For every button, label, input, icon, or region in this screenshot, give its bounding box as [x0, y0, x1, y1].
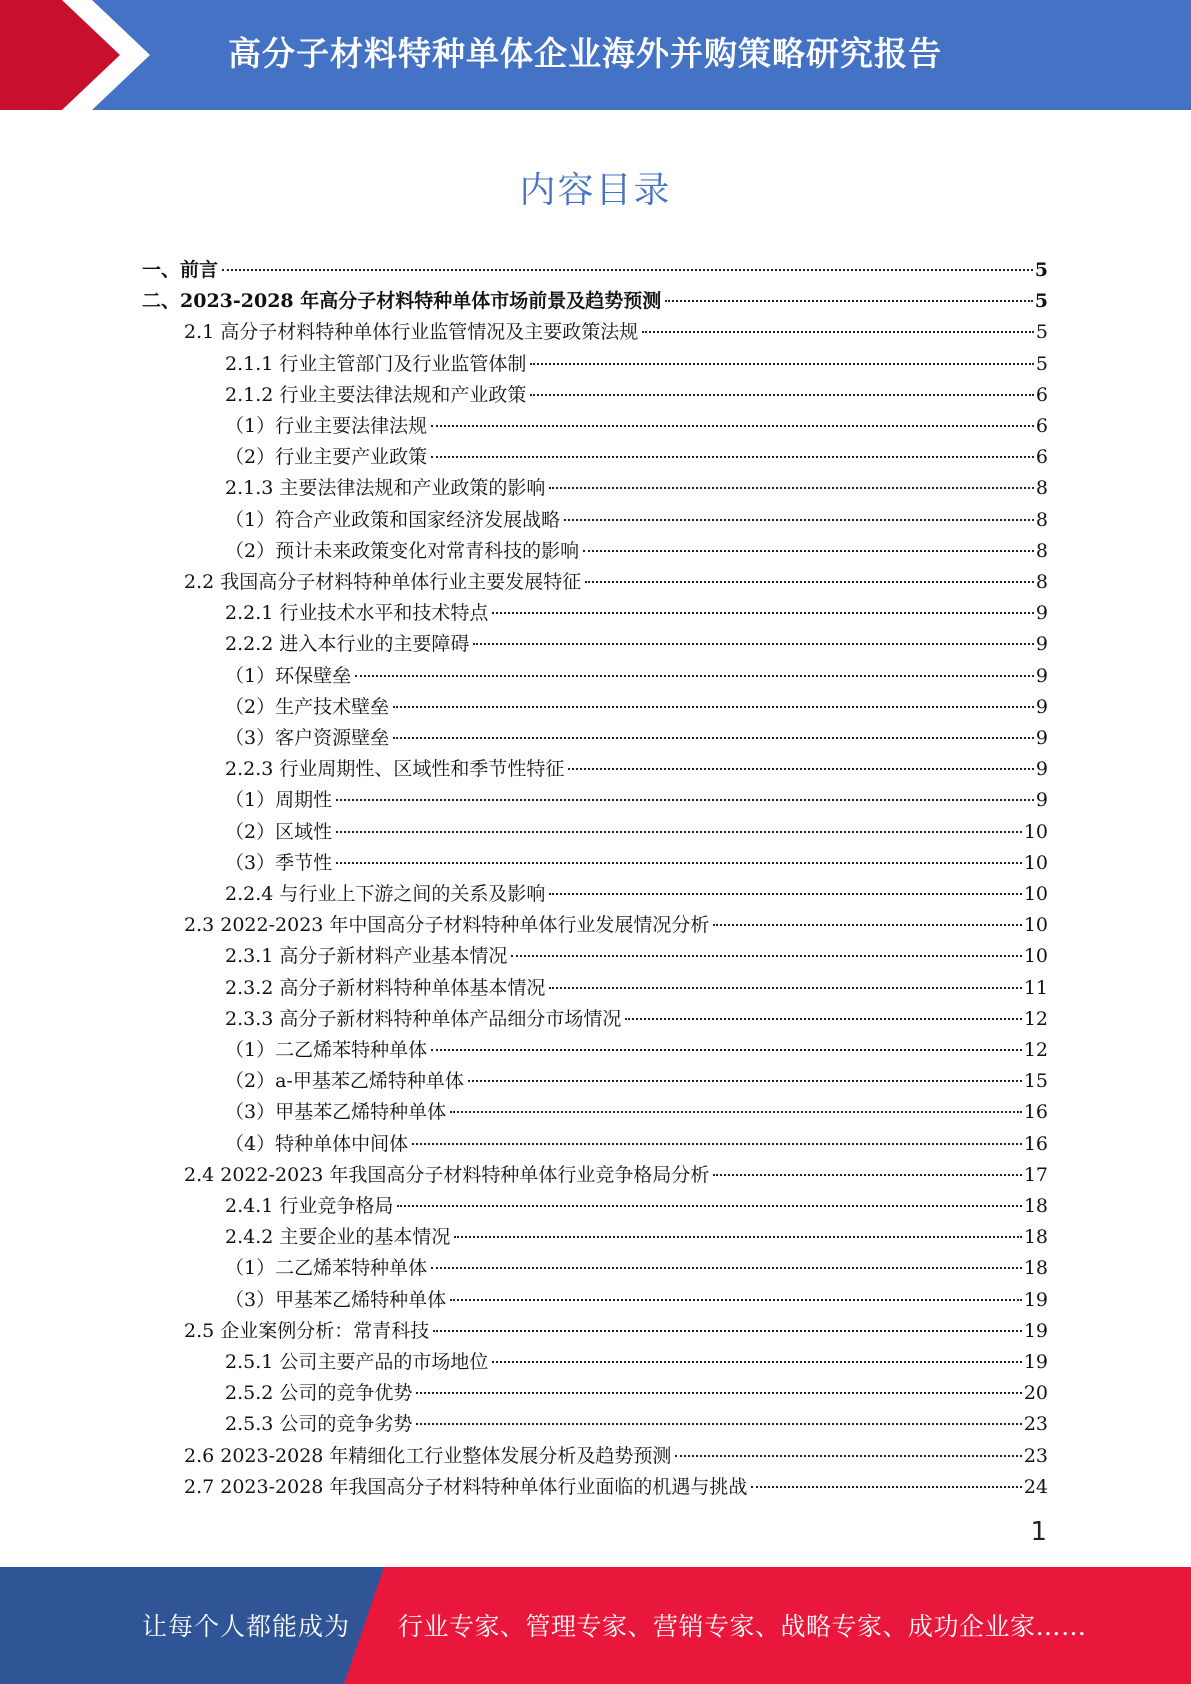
toc-dot-leader: [222, 269, 1033, 271]
toc-entry[interactable]: [184, 317, 1048, 348]
toc-dot-leader: [473, 643, 1034, 645]
toc-entry-label: （1）周期性: [225, 789, 333, 812]
toc-entry-page: 6: [1035, 446, 1048, 469]
toc-entry-label: （4）特种单体中间体: [225, 1132, 409, 1155]
toc-entry-page: 8: [1035, 508, 1048, 531]
toc-entry[interactable]: [225, 598, 1048, 629]
toc-entry-page: 10: [1023, 883, 1048, 905]
toc-dot-leader: [431, 425, 1034, 427]
toc-entry-page: 10: [1023, 851, 1048, 874]
toc-entry-page: 24: [1023, 1475, 1048, 1498]
toc-entry-page: 9: [1035, 789, 1048, 812]
toc-entry-page: 16: [1023, 1132, 1048, 1155]
toc-entry[interactable]: [225, 785, 1048, 816]
toc-entry[interactable]: [184, 910, 1048, 941]
toc-entry-page: 10: [1023, 914, 1048, 937]
toc-entry[interactable]: [225, 1253, 1048, 1284]
toc-entry-label: （3）甲基苯乙烯特种单体: [225, 1101, 447, 1124]
toc-dot-leader: [431, 1049, 1022, 1051]
toc-dot-leader: [492, 1361, 1021, 1363]
toc-entry-label: 2.2.2 进入本行业的主要障碍: [225, 633, 470, 656]
toc-dot-leader: [393, 706, 1034, 708]
toc-entry-page: 12: [1023, 1039, 1048, 1061]
toc-entry-label: 2.1.3 主要法律法规和产业政策的影响: [225, 477, 546, 500]
toc-dot-leader: [393, 737, 1034, 739]
toc-dot-leader: [336, 799, 1034, 801]
toc-entry-label: 2.2.1 行业技术水平和技术特点: [225, 602, 489, 625]
toc-entry[interactable]: [225, 1097, 1048, 1128]
toc-entry-label: 2.2.3 行业周期性、区域性和季节性特征: [225, 758, 565, 781]
toc-entry-page: 10: [1023, 820, 1048, 843]
toc-entry-page: 9: [1035, 633, 1048, 656]
toc-entry-label: 2.3.2 高分子新材料特种单体基本情况: [225, 976, 546, 999]
toc-entry-page: 15: [1023, 1070, 1048, 1093]
toc-dot-leader: [585, 581, 1034, 583]
toc-entry-page: 9: [1035, 602, 1048, 625]
toc-dot-leader: [416, 1392, 1021, 1394]
toc-entry[interactable]: [184, 1160, 1048, 1191]
toc-entry-label: 2.7 2023-2028 年我国高分子材料特种单体行业面临的机遇与挑战: [184, 1475, 748, 1498]
toc-entry-page: 18: [1023, 1226, 1048, 1249]
toc-dot-leader: [355, 675, 1034, 677]
toc-entry-label: （1）二乙烯苯特种单体: [225, 1257, 428, 1280]
toc-entry-page: 9: [1035, 664, 1048, 687]
toc-dot-leader: [549, 893, 1021, 895]
toc-dot-leader: [454, 1236, 1021, 1238]
header-banner: [0, 0, 1191, 110]
toc-entry-page: 10: [1023, 945, 1048, 968]
toc-dot-leader: [336, 862, 1022, 864]
toc-entry-page: 16: [1023, 1101, 1048, 1124]
toc-entry-page: 5: [1035, 352, 1048, 375]
toc-entry-label: （2）预计未来政策变化对常青科技的影响: [225, 539, 580, 562]
toc-entry[interactable]: [225, 1409, 1048, 1440]
toc-dot-leader: [642, 331, 1034, 333]
toc-entry-label: 2.4 2022-2023 年我国高分子材料特种单体行业竞争格局分析: [184, 1163, 710, 1186]
toc-entry[interactable]: [225, 848, 1048, 879]
toc-dot-leader: [568, 768, 1034, 770]
toc-entry[interactable]: [225, 1191, 1048, 1222]
toc-entry[interactable]: [225, 692, 1048, 723]
toc-dot-leader: [433, 1330, 1022, 1332]
toc-entry[interactable]: [184, 1316, 1048, 1347]
toc-entry[interactable]: [225, 661, 1048, 692]
toc-entry-label: 二、2023-2028 年高分子材料特种单体市场前景及趋势预测: [142, 290, 662, 313]
toc-dot-leader: [492, 612, 1034, 614]
toc-entry-page: 6: [1035, 383, 1048, 406]
toc-entry-page: 8: [1035, 539, 1048, 562]
toc-dot-leader: [675, 1455, 1021, 1457]
toc-entry-page: 17: [1023, 1163, 1048, 1186]
toc-entry[interactable]: [142, 286, 1048, 317]
toc-entry[interactable]: [184, 1441, 1048, 1472]
toc-dot-leader: [583, 550, 1034, 552]
toc-entry[interactable]: [225, 349, 1048, 380]
toc-dot-leader: [665, 300, 1033, 302]
toc-entry-page: 5: [1034, 259, 1048, 281]
toc-heading: 内容目录: [519, 170, 672, 211]
toc-entry-page: 19: [1023, 1319, 1048, 1342]
toc-entry[interactable]: [225, 723, 1048, 754]
toc-entry[interactable]: [225, 536, 1048, 567]
toc-entry-label: （1）二乙烯苯特种单体: [225, 1039, 428, 1061]
toc-dot-leader: [713, 924, 1021, 926]
toc-entry[interactable]: [225, 973, 1048, 1004]
toc-dot-leader: [549, 987, 1021, 989]
toc-entry[interactable]: [184, 1472, 1048, 1503]
toc-entry-page: 18: [1023, 1257, 1048, 1280]
toc-dot-leader: [625, 1018, 1021, 1020]
toc-entry-page: 12: [1023, 1007, 1048, 1030]
toc-entry-page: 18: [1023, 1195, 1048, 1217]
toc-entry-label: 2.2.4 与行业上下游之间的关系及影响: [225, 883, 546, 905]
toc-entry[interactable]: [225, 1285, 1048, 1316]
toc-dot-leader: [397, 1205, 1021, 1207]
toc-entry[interactable]: [225, 754, 1048, 785]
toc-entry-page: 8: [1035, 477, 1048, 500]
toc-entry-label: （2）行业主要产业政策: [225, 446, 428, 469]
footer-slogan-left: 让每个人都能成为: [142, 1612, 351, 1641]
toc-entry-page: 9: [1035, 695, 1048, 718]
toc-entry-label: 2.2 我国高分子材料特种单体行业主要发展特征: [184, 571, 582, 593]
toc-dot-leader: [468, 1080, 1022, 1082]
toc-entry-page: 5: [1034, 290, 1048, 313]
toc-entry-page: 20: [1023, 1382, 1048, 1405]
toc-entry-page: 9: [1035, 727, 1048, 749]
report-title: 高分子材料特种单体企业海外并购策略研究报告: [228, 34, 942, 73]
toc-entry[interactable]: [225, 629, 1048, 660]
toc-entry-page: 5: [1035, 321, 1048, 344]
toc-entry-label: 2.5.2 公司的竞争优势: [225, 1382, 413, 1405]
page-number: 1: [1030, 1517, 1047, 1547]
toc-entry[interactable]: [225, 1004, 1048, 1035]
toc-entry-label: 2.5.1 公司主要产品的市场地位: [225, 1351, 489, 1373]
toc-dot-leader: [549, 487, 1034, 489]
toc-entry-label: 2.5.3 公司的竞争劣势: [225, 1413, 413, 1436]
toc-entry-label: （1）行业主要法律法规: [225, 415, 428, 437]
toc-entry-label: 2.3.1 高分子新材料产业基本情况: [225, 945, 508, 968]
toc-entry-label: 2.4.2 主要企业的基本情况: [225, 1226, 451, 1249]
toc-entry-label: （2）a-甲基苯乙烯特种单体: [225, 1070, 464, 1093]
toc-entry[interactable]: [225, 1222, 1048, 1253]
toc-entry-label: 2.3.3 高分子新材料特种单体产品细分市场情况: [225, 1007, 622, 1030]
toc-entry-page: 19: [1023, 1351, 1048, 1373]
toc-dot-leader: [450, 1299, 1022, 1301]
toc-entry[interactable]: [225, 473, 1048, 504]
toc-entry-page: 19: [1023, 1288, 1048, 1311]
toc-entry[interactable]: [184, 567, 1048, 598]
toc-entry[interactable]: [225, 817, 1048, 848]
toc-entry-label: （3）甲基苯乙烯特种单体: [225, 1288, 447, 1311]
toc-entry[interactable]: [225, 1035, 1048, 1066]
toc-entry[interactable]: [225, 380, 1048, 411]
toc-entry[interactable]: [225, 1066, 1048, 1097]
toc-entry[interactable]: [225, 1129, 1048, 1160]
toc-entry-label: 一、前言: [142, 259, 219, 281]
toc-entry-page: 23: [1023, 1413, 1048, 1436]
footer-slogan-right: 行业专家、管理专家、营销专家、战略专家、成功企业家……: [398, 1612, 1087, 1641]
toc-dot-leader: [450, 1111, 1022, 1113]
toc-entry[interactable]: [225, 1378, 1048, 1409]
toc-dot-leader: [530, 394, 1034, 396]
toc-entry-page: 9: [1035, 758, 1048, 781]
toc-entry-label: 2.1.1 行业主管部门及行业监管体制: [225, 352, 527, 375]
toc-entry-label: 2.1.2 行业主要法律法规和产业政策: [225, 383, 527, 406]
toc-dot-leader: [431, 1267, 1022, 1269]
toc-dot-leader: [751, 1486, 1021, 1488]
toc-entry-label: 2.4.1 行业竞争格局: [225, 1195, 394, 1217]
toc-dot-leader: [564, 519, 1034, 521]
toc-entry[interactable]: [225, 442, 1048, 473]
toc-dot-leader: [412, 1143, 1022, 1145]
toc-dot-leader: [431, 456, 1034, 458]
toc-entry-label: （3）季节性: [225, 851, 333, 874]
toc-entry[interactable]: [225, 879, 1048, 910]
toc-entry-label: 2.6 2023-2028 年精细化工行业整体发展分析及趋势预测: [184, 1444, 672, 1467]
toc-entry-page: 6: [1035, 415, 1048, 437]
toc-entry-label: 2.5 企业案例分析：常青科技: [184, 1319, 430, 1342]
footer-banner: [0, 1567, 1191, 1684]
toc-dot-leader: [511, 955, 1021, 957]
toc-dot-leader: [713, 1174, 1021, 1176]
toc-entry-page: 8: [1035, 571, 1048, 593]
toc-entry-label: 2.3 2022-2023 年中国高分子材料特种单体行业发展情况分析: [184, 914, 710, 937]
toc-entry-label: （2）生产技术壁垒: [225, 695, 390, 718]
toc-entry[interactable]: [225, 505, 1048, 536]
toc-entry[interactable]: [142, 255, 1048, 286]
toc-entry-page: 23: [1023, 1444, 1048, 1467]
toc-dot-leader: [416, 1423, 1021, 1425]
toc-entry-label: （1）符合产业政策和国家经济发展战略: [225, 508, 561, 531]
toc-entry-page: 11: [1023, 976, 1048, 999]
toc-entry[interactable]: [225, 1347, 1048, 1378]
toc-entry[interactable]: [225, 941, 1048, 972]
toc-entry[interactable]: [225, 411, 1048, 442]
toc-dot-leader: [336, 831, 1022, 833]
toc-entry-label: （2）区域性: [225, 820, 333, 843]
toc-entry-label: （3）客户资源壁垒: [225, 727, 390, 749]
toc-entry-label: （1）环保壁垒: [225, 664, 352, 687]
toc-dot-leader: [530, 363, 1034, 365]
toc-entry-label: 2.1 高分子材料特种单体行业监管情况及主要政策法规: [184, 321, 639, 344]
